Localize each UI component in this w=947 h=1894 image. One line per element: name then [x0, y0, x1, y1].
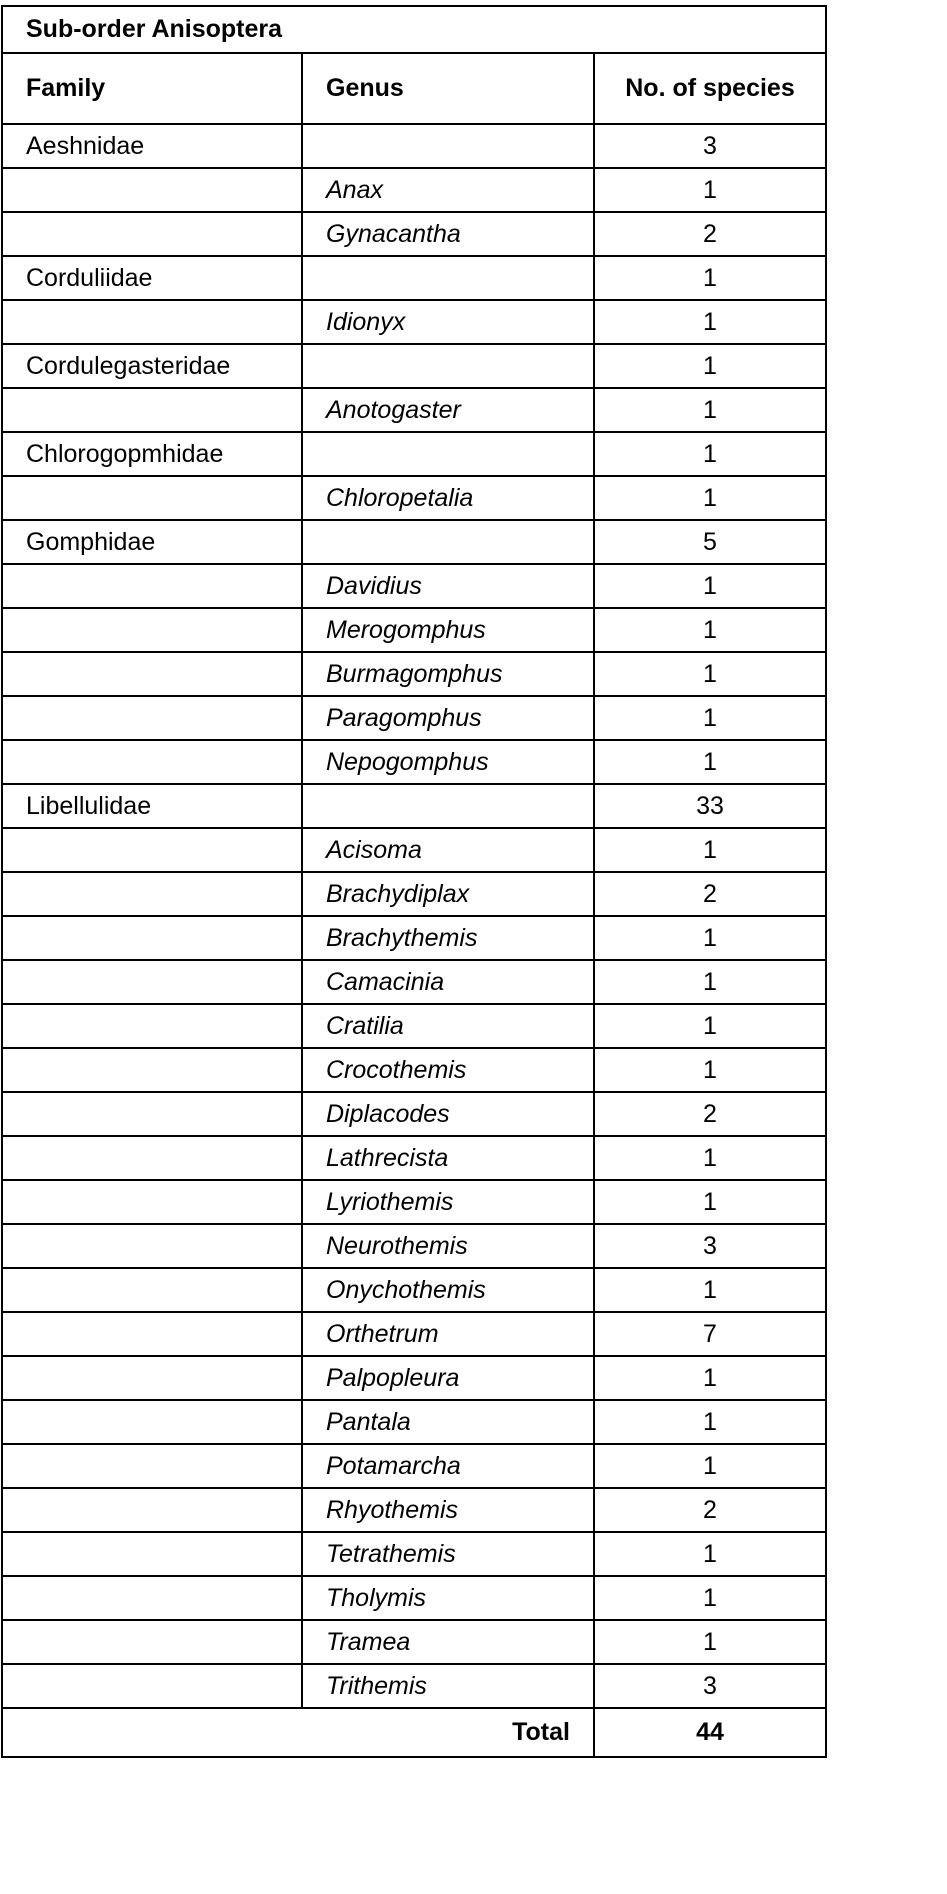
- family-cell: [2, 1312, 302, 1356]
- table-title: Sub-order Anisoptera: [2, 6, 826, 53]
- family-cell: [2, 212, 302, 256]
- table-row: [2, 1136, 826, 1180]
- genus-cell: [302, 520, 594, 564]
- family-cell: Aeshnidae: [2, 124, 302, 168]
- genus-cell: Diplacodes: [302, 1092, 594, 1136]
- total-value: 44: [594, 1708, 826, 1757]
- family-column-header: Family: [2, 53, 302, 124]
- table-row: [2, 1004, 826, 1048]
- species-count-cell: 1: [594, 960, 826, 1004]
- genus-cell: [302, 344, 594, 388]
- species-count-cell: 1: [594, 740, 826, 784]
- genus-cell: Acisoma: [302, 828, 594, 872]
- table-row: [2, 784, 826, 828]
- genus-cell: Crocothemis: [302, 1048, 594, 1092]
- species-count-cell: 2: [594, 1488, 826, 1532]
- total-label: Total: [2, 1708, 594, 1757]
- family-cell: [2, 564, 302, 608]
- genus-cell: [302, 256, 594, 300]
- table-row: [2, 256, 826, 300]
- table-row: [2, 1444, 826, 1488]
- genus-cell: Brachydiplax: [302, 872, 594, 916]
- genus-cell: Burmagomphus: [302, 652, 594, 696]
- table-row: [2, 740, 826, 784]
- species-count-cell: 3: [594, 1664, 826, 1708]
- species-count-cell: 1: [594, 1004, 826, 1048]
- genus-cell: Tetrathemis: [302, 1532, 594, 1576]
- species-count-cell: 2: [594, 212, 826, 256]
- table-row: [2, 608, 826, 652]
- genus-column-header: Genus: [302, 53, 594, 124]
- genus-cell: [302, 784, 594, 828]
- species-count-cell: 3: [594, 124, 826, 168]
- table-row: [2, 168, 826, 212]
- family-cell: [2, 608, 302, 652]
- family-cell: [2, 1400, 302, 1444]
- genus-cell: [302, 432, 594, 476]
- genus-cell: Anotogaster: [302, 388, 594, 432]
- family-cell: [2, 388, 302, 432]
- family-cell: [2, 1532, 302, 1576]
- species-count-cell: 1: [594, 1532, 826, 1576]
- species-count-cell: 1: [594, 388, 826, 432]
- family-cell: [2, 916, 302, 960]
- family-cell: Chlorogopmhidae: [2, 432, 302, 476]
- table-row: [2, 344, 826, 388]
- table-row: [2, 1224, 826, 1268]
- table-row: [2, 828, 826, 872]
- species-count-cell: 1: [594, 1400, 826, 1444]
- genus-cell: Tramea: [302, 1620, 594, 1664]
- family-cell: [2, 1004, 302, 1048]
- family-cell: [2, 1576, 302, 1620]
- species-count-cell: 2: [594, 1092, 826, 1136]
- species-count-cell: 1: [594, 1620, 826, 1664]
- genus-cell: Anax: [302, 168, 594, 212]
- genus-cell: Paragomphus: [302, 696, 594, 740]
- table-row: [2, 916, 826, 960]
- table-row: [2, 1620, 826, 1664]
- genus-cell: Neurothemis: [302, 1224, 594, 1268]
- species-count-cell: 1: [594, 344, 826, 388]
- genus-cell: Tholymis: [302, 1576, 594, 1620]
- genus-cell: Palpopleura: [302, 1356, 594, 1400]
- header-row: [2, 53, 826, 124]
- table-row: [2, 696, 826, 740]
- table-row: [2, 1356, 826, 1400]
- family-cell: [2, 1136, 302, 1180]
- family-cell: [2, 740, 302, 784]
- species-count-cell: 1: [594, 564, 826, 608]
- table-row: [2, 212, 826, 256]
- family-cell: [2, 168, 302, 212]
- genus-cell: Brachythemis: [302, 916, 594, 960]
- genus-cell: Onychothemis: [302, 1268, 594, 1312]
- genus-cell: Davidius: [302, 564, 594, 608]
- table-row: [2, 1180, 826, 1224]
- species-count-cell: 3: [594, 1224, 826, 1268]
- family-cell: [2, 1488, 302, 1532]
- genus-cell: Lathrecista: [302, 1136, 594, 1180]
- species-count-cell: 1: [594, 1576, 826, 1620]
- table-row: [2, 1532, 826, 1576]
- family-cell: [2, 1268, 302, 1312]
- genus-cell: Lyriothemis: [302, 1180, 594, 1224]
- family-cell: [2, 960, 302, 1004]
- table-row: [2, 1576, 826, 1620]
- family-cell: [2, 1620, 302, 1664]
- species-count-cell: 1: [594, 476, 826, 520]
- family-cell: [2, 828, 302, 872]
- table-row: [2, 1488, 826, 1532]
- family-cell: [2, 1664, 302, 1708]
- table-row: [2, 520, 826, 564]
- species-count-cell: 1: [594, 1048, 826, 1092]
- species-count-cell: 1: [594, 1356, 826, 1400]
- species-count-cell: 1: [594, 1268, 826, 1312]
- genus-cell: Potamarcha: [302, 1444, 594, 1488]
- family-cell: [2, 696, 302, 740]
- family-cell: Gomphidae: [2, 520, 302, 564]
- species-count-cell: 2: [594, 872, 826, 916]
- species-count-cell: 5: [594, 520, 826, 564]
- table-row: [2, 388, 826, 432]
- family-cell: Libellulidae: [2, 784, 302, 828]
- species-count-cell: 1: [594, 608, 826, 652]
- genus-cell: Trithemis: [302, 1664, 594, 1708]
- species-count-cell: 7: [594, 1312, 826, 1356]
- species-count-cell: 1: [594, 256, 826, 300]
- table-row: [2, 124, 826, 168]
- total-row: [2, 1708, 826, 1757]
- table-row: [2, 1092, 826, 1136]
- species-count-cell: 1: [594, 432, 826, 476]
- family-cell: [2, 1048, 302, 1092]
- family-cell: [2, 1444, 302, 1488]
- species-count-cell: 1: [594, 1180, 826, 1224]
- genus-cell: Merogomphus: [302, 608, 594, 652]
- genus-cell: [302, 124, 594, 168]
- species-count-cell: 1: [594, 828, 826, 872]
- species-count-cell: 1: [594, 1136, 826, 1180]
- species-count-cell: 1: [594, 1444, 826, 1488]
- table-row: [2, 1664, 826, 1708]
- genus-cell: Nepogomphus: [302, 740, 594, 784]
- species-count-cell: 1: [594, 916, 826, 960]
- table-row: [2, 1312, 826, 1356]
- table-row: [2, 300, 826, 344]
- table-row: [2, 1268, 826, 1312]
- species-count-cell: 1: [594, 168, 826, 212]
- genus-cell: Chloropetalia: [302, 476, 594, 520]
- table-row: [2, 960, 826, 1004]
- genus-cell: Idionyx: [302, 300, 594, 344]
- species-count-cell: 1: [594, 696, 826, 740]
- genus-cell: Orthetrum: [302, 1312, 594, 1356]
- family-cell: [2, 652, 302, 696]
- species-count-column-header: No. of species: [594, 53, 826, 124]
- family-cell: Cordulegasteridae: [2, 344, 302, 388]
- family-cell: Corduliidae: [2, 256, 302, 300]
- species-count-cell: 1: [594, 300, 826, 344]
- genus-cell: Cratilia: [302, 1004, 594, 1048]
- species-table: [1, 5, 827, 1758]
- table-body: [2, 6, 826, 1757]
- table-row: [2, 1048, 826, 1092]
- species-count-cell: 1: [594, 652, 826, 696]
- table-row: [2, 652, 826, 696]
- genus-cell: Pantala: [302, 1400, 594, 1444]
- table-row: [2, 476, 826, 520]
- family-cell: [2, 1224, 302, 1268]
- table-row: [2, 564, 826, 608]
- family-cell: [2, 1180, 302, 1224]
- table-row: [2, 872, 826, 916]
- family-cell: [2, 476, 302, 520]
- family-cell: [2, 1092, 302, 1136]
- table-row: [2, 432, 826, 476]
- family-cell: [2, 300, 302, 344]
- family-cell: [2, 1356, 302, 1400]
- title-row: [2, 6, 826, 53]
- genus-cell: Rhyothemis: [302, 1488, 594, 1532]
- family-cell: [2, 872, 302, 916]
- genus-cell: Camacinia: [302, 960, 594, 1004]
- table-row: [2, 1400, 826, 1444]
- genus-cell: Gynacantha: [302, 212, 594, 256]
- species-count-cell: 33: [594, 784, 826, 828]
